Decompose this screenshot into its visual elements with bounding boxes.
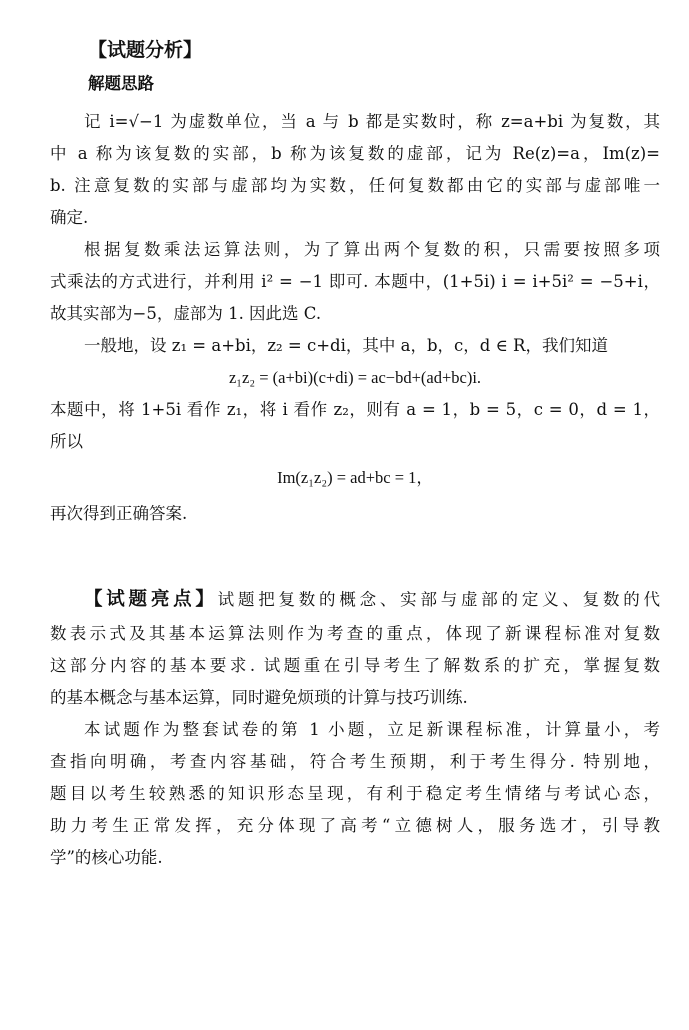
highlights-heading: 【试题亮点】 bbox=[84, 589, 218, 610]
highlights-line-5: 本试题作为整套试卷的第 1 小题，立足新课程标准，计算量小，考 bbox=[84, 720, 660, 739]
analysis-line-10: 本题中，将 1+5i 看作 z₁，将 i 看作 z₂，则有 a = 1，b = 5，c = 0，d = 1， bbox=[50, 400, 660, 419]
highlights-section bbox=[50, 582, 660, 874]
analysis-subheading: 解题思路 bbox=[88, 74, 154, 93]
analysis-line-7: 故其实部为−5，虚部为 1. 因此选 C. bbox=[50, 304, 322, 323]
analysis-equation-1: z₁z₂ = (a+bi)(c+di) = ac−bd+(ad+bc)i. bbox=[228, 368, 482, 387]
analysis-line-11: 所以 bbox=[50, 432, 83, 451]
highlights-line-2: 数表示式及其基本运算法则作为考查的重点，体现了新课程标准对复数 bbox=[50, 624, 660, 643]
analysis-line-2: 中 a 称为该复数的实部，b 称为该复数的虚部，记为 Re(z)=a，Im(z)= bbox=[50, 144, 660, 163]
highlights-line-4: 的基本概念与基本运算，同时避免烦琐的计算与技巧训练. bbox=[50, 688, 468, 707]
analysis-body bbox=[50, 106, 660, 530]
highlights-line-8: 助力考生正常发挥，充分体现了高考“立德树人，服务选才，引导教 bbox=[50, 816, 660, 835]
analysis-section bbox=[50, 32, 660, 100]
analysis-line-5: 根据复数乘法运算法则，为了算出两个复数的积，只需要按照多项 bbox=[84, 240, 660, 259]
analysis-line-6: 式乘法的方式进行，并利用 i² = −1 即可. 本题中，(1+5i) i = i+5i² = −5+i， bbox=[50, 272, 660, 291]
highlights-line-6: 查指向明确，考查内容基础，符合考生预期，利于考生得分. 特别地， bbox=[50, 752, 660, 771]
highlights-line-7: 题目以考生较熟悉的知识形态呈现，有利于稳定考生情绪与考试心态， bbox=[50, 784, 660, 803]
analysis-line-4: 确定. bbox=[50, 208, 89, 227]
analysis-line-8: 一般地，设 z₁ = a+bi，z₂ = c+di，其中 a，b，c，d ∈ R，我们知道 bbox=[84, 336, 608, 355]
analysis-equation-2: Im(z₁z₂) = ad+bc = 1， bbox=[277, 468, 433, 487]
analysis-line-3: b. 注意复数的实部与虚部均为实数，任何复数都由它的实部与虚部唯一 bbox=[50, 176, 660, 195]
highlights-line-1: 试题把复数的概念、实部与虚部的定义、复数的代 bbox=[217, 590, 660, 609]
highlights-line-3: 这部分内容的基本要求. 试题重在引导考生了解数系的扩充，掌握复数 bbox=[50, 656, 660, 675]
analysis-line-13: 再次得到正确答案. bbox=[50, 504, 188, 523]
highlights-line-9: 学”的核心功能. bbox=[50, 848, 163, 867]
analysis-heading: 【试题分析】 bbox=[88, 39, 203, 61]
highlights-first-line bbox=[50, 582, 660, 618]
analysis-line-1: 记 i=√−1 为虚数单位，当 a 与 b 都是实数时，称 z=a+bi 为复数，其 bbox=[84, 112, 660, 131]
